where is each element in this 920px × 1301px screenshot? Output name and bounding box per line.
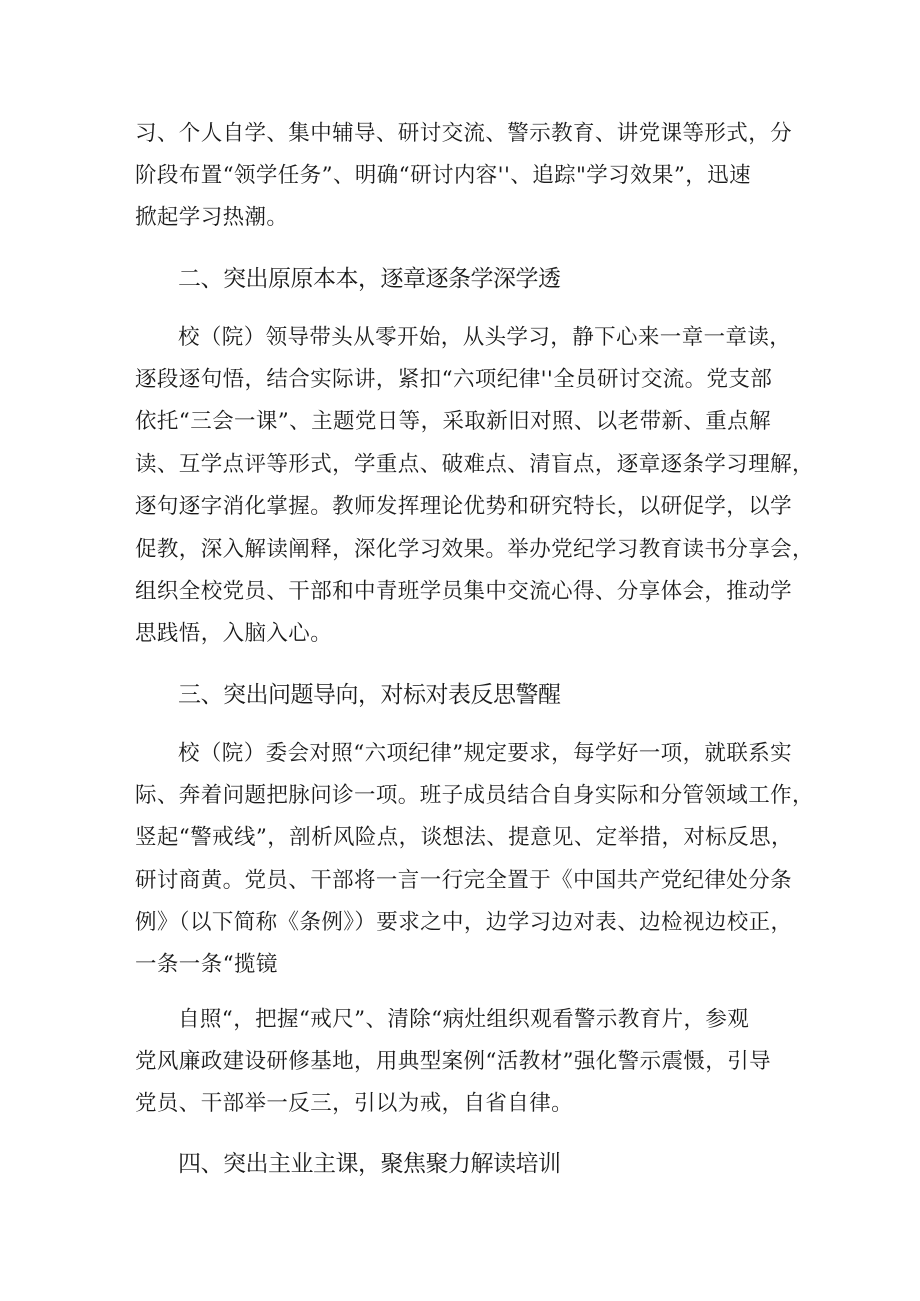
text-line: 竖起“警戒线”，剖析风险点，谈想法、提意见、定举措，对标反思， (135, 825, 793, 850)
text-line: 逐段逐句悟，结合实际讲，紧扣“六项纪律''全员研讨交流。党支部 (135, 367, 773, 392)
text-line: 校（院）委会对照“六项纪律”规定要求，每学好一项，就联系实 (178, 741, 793, 766)
section-heading: 四、突出主业主课，聚焦聚力解读培训 (178, 1151, 561, 1177)
text-line: 研讨商黄。党员、干部将一言一行完全置于《中国共产党纪律处分条 (135, 868, 793, 893)
text-line: 掀起学习热潮。 (135, 205, 289, 230)
text-line: 一条一条“揽镜 (135, 952, 278, 977)
text-line: 校（院）领导带头从零开始，从头学习，静下心来一章一章读， (178, 325, 792, 350)
section-heading: 二、突出原原本本，逐章逐条学深学透 (178, 266, 561, 292)
text-line: 阶段布置“领学任务”、明确“研讨内容''、追踪"学习效果”，迅速 (135, 163, 751, 188)
text-line: 党风廉政建设研修基地，用典型案例“活教材”强化警示震慑，引导 (135, 1049, 771, 1074)
text-line: 自照“，把握“戒尺”、清除“病灶组织观看警示教育片，参观 (178, 1007, 750, 1032)
text-line: 党员、干部举一反三，引以为戒，自省自律。 (135, 1091, 574, 1116)
text-line: 例》（以下简称《条例》）要求之中，边学习边对表、边检视边校正， (135, 910, 793, 935)
text-line: 思践悟，入脑入心。 (135, 621, 333, 646)
text-line: 际、奔着问题把脉问诊一项。班子成员结合自身实际和分管领域工作， (135, 783, 814, 808)
section-heading: 三、突出问题导向，对标对表反思警醒 (178, 682, 561, 708)
text-line: 依托“三会一课”、主题党日等，采取新旧对照、以老带新、重点解 (135, 409, 771, 434)
text-line: 促教，深入解读阐释，深化学习效果。举办党纪学习教育读书分享会， (135, 537, 814, 562)
text-line: 习、个人自学、集中辅导、研讨交流、警示教育、讲党课等形式，分 (135, 121, 793, 146)
text-line: 逐句逐字消化掌握。教师发挥理论优势和研究特长，以研促学，以学 (135, 494, 793, 519)
text-line: 读、互学点评等形式，学重点、破难点、清盲点，逐章逐条学习理解， (135, 452, 814, 477)
text-line: 组织全校党员、干部和中青班学员集中交流心得、分享体会，推动学 (135, 579, 793, 604)
